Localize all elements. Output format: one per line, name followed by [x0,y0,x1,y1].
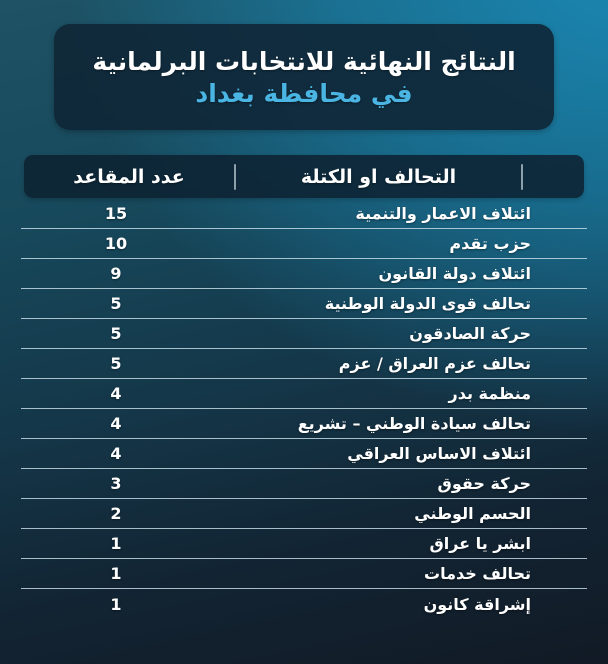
row-alliance-name: حركة حقوق [437,474,531,493]
results-table-rows [21,199,587,619]
table-header-bar [24,155,584,198]
row-seat-count: 9 [110,264,122,283]
row-alliance-name: الحسم الوطني [414,504,531,523]
row-alliance-name: تحالف خدمات [424,564,531,583]
row-seat-count: 4 [110,384,122,403]
row-seat-count: 3 [110,474,122,493]
table-row [21,409,587,439]
row-alliance-name: ابشر يا عراق [429,534,531,553]
table-row [21,319,587,349]
row-alliance-name: إشراقة كانون [423,594,531,614]
table-row [21,379,587,409]
row-seat-count: 5 [110,294,122,313]
row-alliance-name: حركة الصادقون [409,324,531,343]
row-alliance-name: منظمة بدر [448,384,531,403]
table-row [21,289,587,319]
table-row [21,259,587,289]
column-header-seats: عدد المقاعد [73,165,185,188]
row-seat-count: 10 [104,234,128,253]
row-alliance-name: ائتلاف دولة القانون [378,264,531,283]
table-row [21,349,587,379]
header-divider [234,164,236,190]
row-seat-count: 5 [110,354,122,373]
row-alliance-name: ائتلاف الاساس العراقي [347,444,531,463]
row-seat-count: 4 [110,414,122,433]
infographic-page [0,24,608,664]
table-row [21,199,587,229]
row-alliance-name: تحالف قوى الدولة الوطنية [324,294,531,313]
row-seat-count: 1 [110,594,122,614]
row-seat-count: 1 [110,534,122,553]
row-seat-count: 5 [110,324,122,343]
column-header-alliance: التحالف او الكتلة [300,165,457,188]
table-row [21,439,587,469]
row-seat-count: 2 [110,504,122,523]
table-row [21,559,587,589]
row-alliance-name: حزب تقدم [449,234,531,253]
table-row [21,469,587,499]
title-panel [54,24,554,130]
row-seat-count: 15 [104,204,128,223]
row-seat-count: 4 [110,444,122,463]
row-alliance-name: تحالف سيادة الوطني – تشريع [297,414,531,433]
header-divider [521,164,523,190]
table-row [21,529,587,559]
header-blank-cell [523,155,584,198]
page-subtitle: في محافظة بغداد [195,78,413,108]
row-alliance-name: ائتلاف الاعمار والتنمية [355,204,531,223]
page-title: النتائج النهائية للانتخابات البرلمانية [92,46,516,76]
table-row [21,499,587,529]
row-seat-count: 1 [110,564,122,583]
row-alliance-name: تحالف عزم العراق / عزم [338,354,531,373]
table-row [21,229,587,259]
table-row [21,589,587,619]
